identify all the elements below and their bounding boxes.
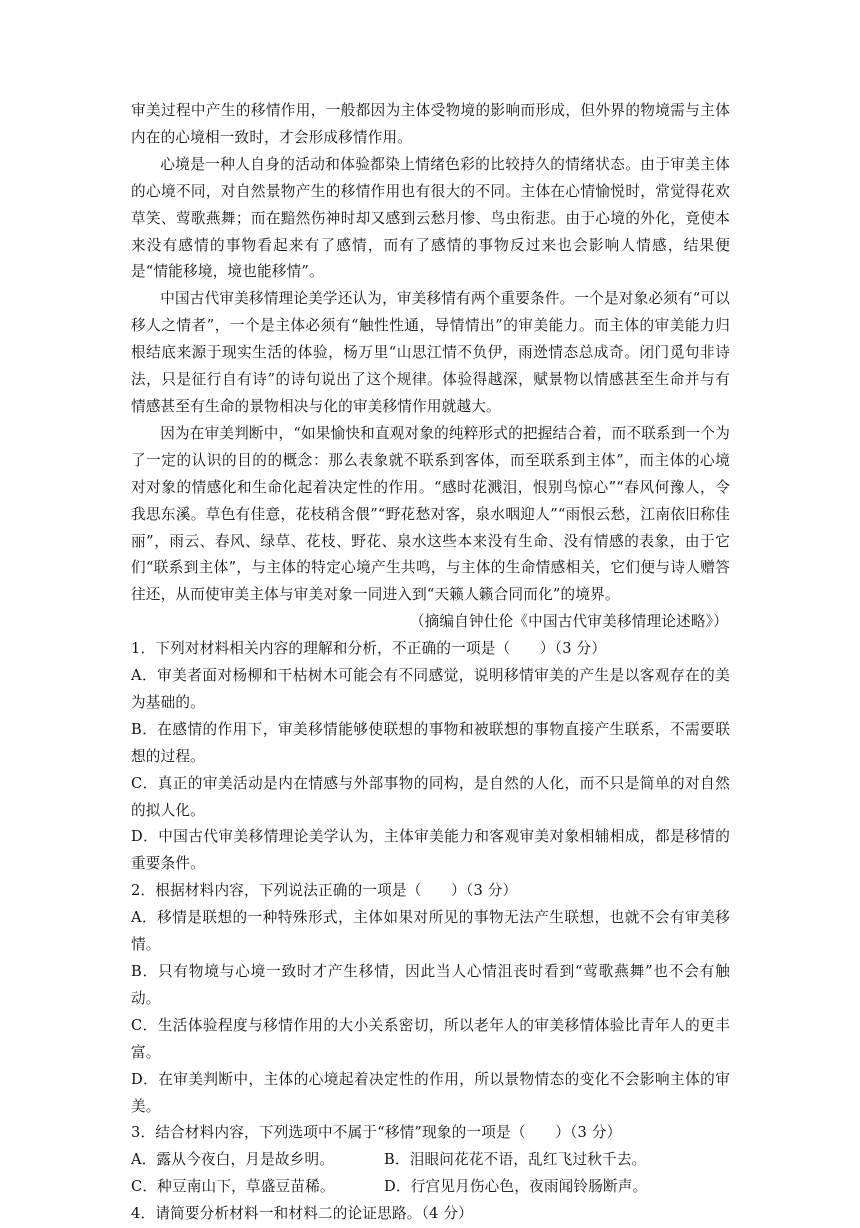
question-3-option-d: D．行宫见月伤心色，夜雨闻铃肠断声。 xyxy=(384,1178,648,1196)
paragraph-2: 心境是一种人自身的活动和体验都染上情绪色彩的比较持久的情绪状态。由于审美主体的心境不同，对自然景物产生的移情作用也有很大的不同。主体在心情愉悦时，常觉得花欢草笑、莺歌燕舞；而在黯然伤神时却又感到云愁月惨、鸟虫衔悲。由于心境的外化，竟使本来没有感情的事物看起来有了感情，而有了感情的事物反过来也会影响人情感，结果便是“情能移境，境也能移情”。 xyxy=(131,155,730,281)
question-2-option-a: A．移情是联想的一种特殊形式，主体如果对所见的事物无法产生联想，也就不会有审美移情。 xyxy=(131,909,730,954)
question-1-option-b: B．在感情的作用下，审美移情能够使联想的事物和被联想的事物直接产生联系，不需要联想的过程。 xyxy=(131,720,730,765)
question-2-stem: 2．根据材料内容，下列说法正确的一项是（ ）（3 分） xyxy=(131,882,518,900)
question-4-stem: 4．请简要分析材料一和材料二的论证思路。（4 分） xyxy=(131,1205,473,1223)
question-1-option-d: D．中国古代审美移情理论美学认为，主体审美能力和客观审美对象相辅相成，都是移情的重要条件。 xyxy=(131,828,730,873)
question-3 xyxy=(131,1120,730,1201)
question-3-option-c: C．种豆南山下，草盛豆苗稀。 xyxy=(131,1178,335,1196)
question-3-option-a: A．露从今夜白，月是故乡明。 xyxy=(131,1151,335,1169)
question-2-option-d: D．在审美判断中，主体的心境起着决定性的作用，所以景物情态的变化不会影响主体的审美。 xyxy=(131,1070,730,1115)
paragraph-4: 因为在审美判断中，“如果愉快和直观对象的纯粹形式的把握结合着，而不联系到一个为了一定的认识的目的的概念：那么表象就不联系到客体，而至联系到主体”，而主体的心境对对象的情感化和生命化起着决定性的作用。“感时花溅泪，恨别鸟惊心”“春风何豫人，令我思东溪。草色有佳意，花枝稍含偎”“野花愁对客，泉水咽迎人”“雨恨云愁，江南依旧称佳丽”，雨云、春风、绿草、花枝、野花、泉水这些本来没有生命、没有情感的表象，由于它们“联系到主体”，与主体的特定心境产生共鸣，与主体的生命情感相关，它们便与诗人赠答往还，从而使审美主体与审美对象一同进入到“天籁人籁合同而化”的境界。 xyxy=(131,424,731,604)
question-2-option-c: C．生活体验程度与移情作用的大小关系密切，所以老年人的审美移情体验比青年人的更丰富。 xyxy=(131,1016,730,1061)
paragraph-1: 审美过程中产生的移情作用，一般都因为主体受物境的影响而形成，但外界的物境需与主体内在的心境相一致时，才会形成移情作用。 xyxy=(131,102,730,146)
question-3-stem: 3．结合材料内容，下列选项中不属于“移情”现象的一项是（ ）（3 分） xyxy=(131,1124,622,1142)
question-1 xyxy=(131,636,730,878)
question-4 xyxy=(131,1201,730,1228)
source-citation: （摘编自钟仕伦《中国古代审美移情理论述略》） xyxy=(409,613,728,631)
question-1-stem: 1．下列对材料相关内容的理解和分析，不正确的一项是（ ）（3 分） xyxy=(131,640,607,658)
question-2 xyxy=(131,878,730,1120)
question-3-options xyxy=(131,1147,730,1201)
paragraph-3: 中国古代审美移情理论美学还认为，审美移情有两个重要条件。一个是对象必须有“可以移人之情者”，一个是主体必须有“触性性通，导情情出”的审美能力。而主体的审美能力归根结底来源于现实生活的体验，杨万里“山思江情不负伊，雨迯情态总成奇。闭门觅句非诗法，只是征行自有诗”的诗句说出了这个规律。体验得越深，赋景物以情感甚至生命并与有情感甚至有生命的景物相决与化的审美移情作用就越大。 xyxy=(131,290,731,415)
question-3-option-b: B．泪眼问花花不语，乱红飞过秋千去。 xyxy=(384,1151,647,1169)
question-1-option-c: C．真正的审美活动是内在情感与外部事物的同构，是自然的人化，而不只是简单的对自然的拟人化。 xyxy=(131,774,730,819)
question-2-option-b: B．只有物境与心境一致时才产生移情，因此当人心情沮丧时看到“莺歌燕舞”也不会有触动。 xyxy=(131,963,730,1007)
question-1-option-a: A．审美者面对杨柳和干枯树木可能会有不同感觉，说明移情审美的产生是以客观存在的美为基础的。 xyxy=(131,667,730,711)
